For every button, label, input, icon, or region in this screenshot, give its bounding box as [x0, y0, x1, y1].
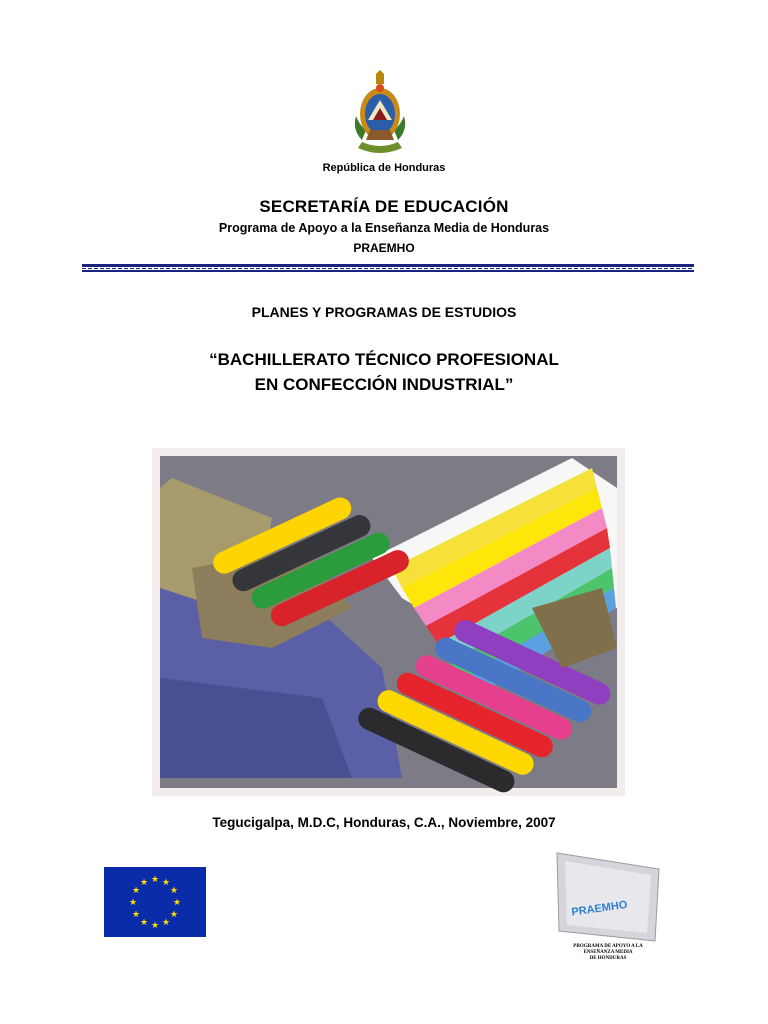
- svg-text:★: ★: [161, 878, 171, 888]
- header-divider-bottom: [82, 270, 694, 272]
- svg-text:★: ★: [139, 878, 149, 888]
- praemho-logo: [555, 851, 661, 943]
- svg-text:★: ★: [161, 918, 171, 928]
- svg-text:★: ★: [150, 875, 160, 885]
- place-date: Tegucigalpa, M.D.C, Honduras, C.A., Noviembre, 2007: [212, 815, 556, 830]
- praemho-caption: [553, 944, 663, 962]
- document-title-line-2: EN CONFECCIÓN INDUSTRIAL”: [254, 375, 514, 394]
- svg-text:★: ★: [150, 921, 160, 931]
- svg-text:★: ★: [172, 898, 182, 908]
- program-name: Programa de Apoyo a la Enseñanza Media de Honduras: [218, 221, 550, 235]
- section-title: PLANES Y PROGRAMAS DE ESTUDIOS: [251, 304, 517, 320]
- program-acronym: PRAEMHO: [353, 241, 415, 255]
- country-label: República de Honduras: [322, 162, 446, 174]
- header-divider-dashed: [82, 268, 694, 269]
- svg-text:★: ★: [131, 886, 141, 896]
- praemho-caption-line-2: ENSEÑANZA MEDIA: [583, 950, 633, 955]
- praemho-logo-text: PRAEMHO: [570, 898, 629, 919]
- svg-text:★: ★: [169, 886, 179, 896]
- praemho-caption-line-1: PROGRAMA DE APOYO A LA: [573, 944, 643, 949]
- fabric-rolls-photo: [152, 448, 625, 796]
- honduras-coat-of-arms-icon: [348, 70, 412, 154]
- document-title-line-1: “BACHILLERATO TÉCNICO PROFESIONAL: [209, 350, 559, 369]
- svg-text:★: ★: [128, 898, 138, 908]
- european-union-flag-icon: [104, 867, 206, 937]
- svg-text:★: ★: [169, 910, 179, 920]
- header-divider: [82, 264, 694, 267]
- praemho-caption-line-3: DE HONDURAS: [589, 956, 627, 961]
- svg-text:★: ★: [139, 918, 149, 928]
- ministry-title: SECRETARÍA DE EDUCACIÓN: [259, 197, 509, 216]
- svg-text:★: ★: [131, 910, 141, 920]
